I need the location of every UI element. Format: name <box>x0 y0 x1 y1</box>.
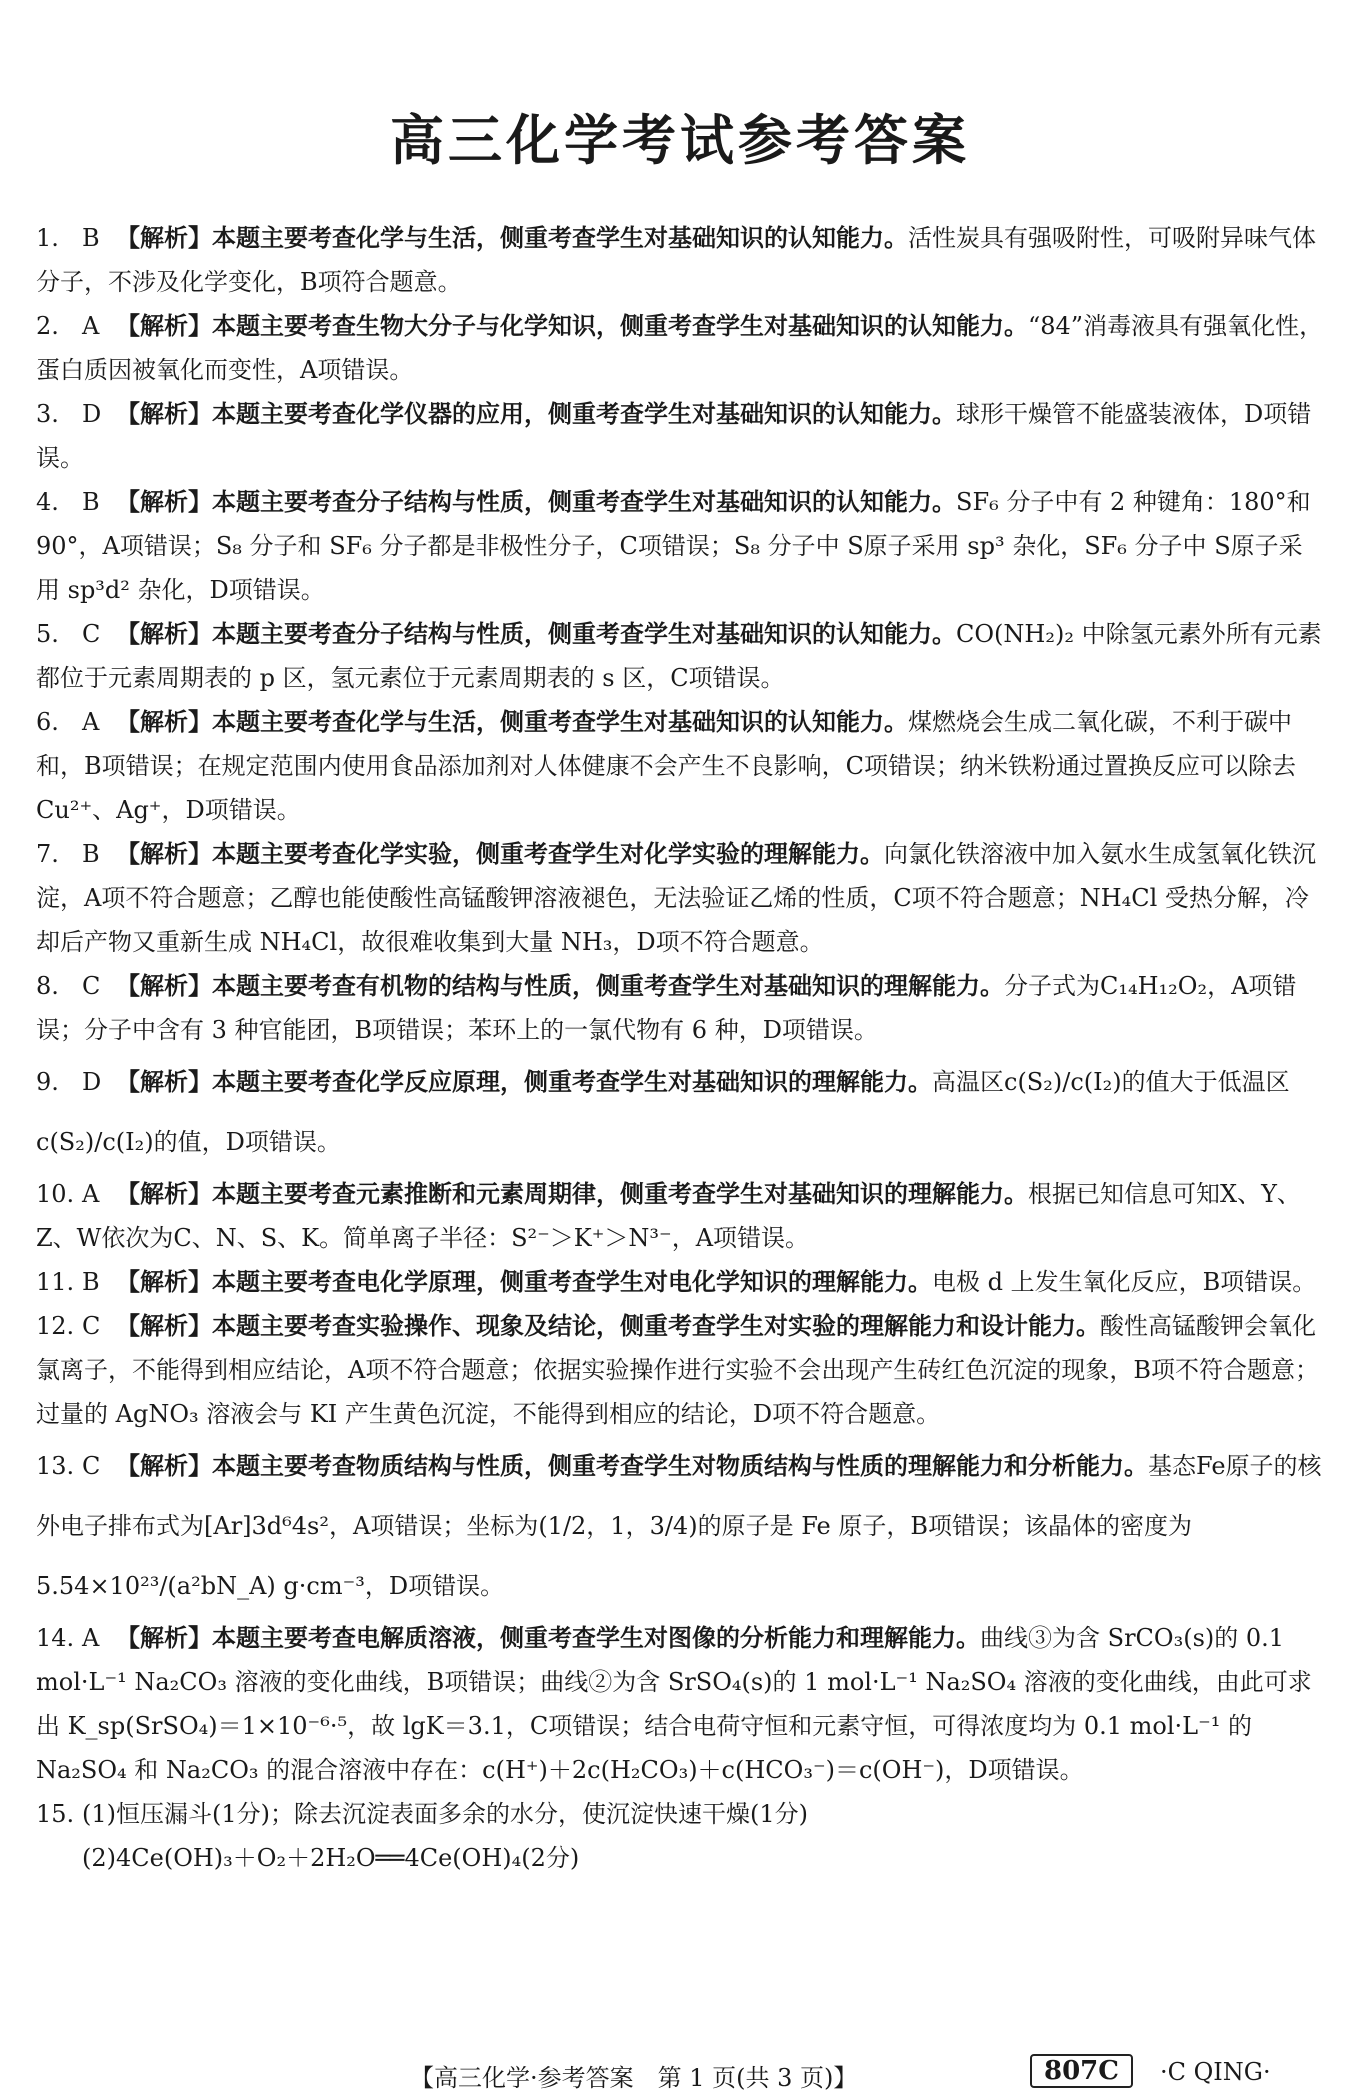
item-detail: SF₆ 分子中有 2 种键角：180°和 90°，A项错误；S₈ 分子和 SF₆ 分子都是非极性分子，C项错误；S₈ 分子中 S原子采用 sp³ 杂化，SF₆ 分子中 S原子采用 sp³d² 杂化，D项错误。 <box>36 488 1311 604</box>
item-answer: B <box>82 840 100 868</box>
item-answer: A <box>82 1180 100 1208</box>
item-number: 5. <box>36 620 59 648</box>
item-number: 9. <box>36 1068 59 1096</box>
item-number: 4. <box>36 488 59 516</box>
item-detail: 酸性高锰酸钾会氧化氯离子，不能得到相应结论，A项不符合题意；依据实验操作进行实验不会出现产生砖红色沉淀的现象，B项不符合题意；过量的 AgNO₃ 溶液会与 KI 产生黄色沉淀，不能得到相应的结论，D项不符合题意。 <box>36 1312 1319 1428</box>
item-answer: B <box>82 224 100 252</box>
item-number: 6. <box>36 708 59 736</box>
analysis-tag: 【解析】 <box>116 972 212 1000</box>
item-summary: 本题主要考查化学实验，侧重考查学生对化学实验的理解能力。 <box>212 840 884 868</box>
item-answer: A <box>82 312 100 340</box>
item-answer: B <box>82 1268 100 1296</box>
item-summary: 本题主要考查分子结构与性质，侧重考查学生对基础知识的认知能力。 <box>212 488 956 516</box>
item-number: 14. <box>36 1624 75 1652</box>
analysis-tag: 【解析】 <box>116 1624 212 1652</box>
footer-code-badge: 807C <box>1030 2054 1133 2088</box>
item-summary: 本题主要考查实验操作、现象及结论，侧重考查学生对实验的理解能力和设计能力。 <box>212 1312 1100 1340</box>
item-answer: D <box>82 400 102 428</box>
item-summary: 本题主要考查分子结构与性质，侧重考查学生对基础知识的认知能力。 <box>212 620 956 648</box>
analysis-tag: 【解析】 <box>116 708 212 736</box>
analysis-tag: 【解析】 <box>116 840 212 868</box>
item-number: 15. <box>36 1800 75 1828</box>
analysis-tag: 【解析】 <box>116 1180 212 1208</box>
answer-item-14 <box>36 1616 1326 1792</box>
item-detail: 曲线③为含 SrCO₃(s)的 0.1 mol·L⁻¹ Na₂CO₃ 溶液的变化曲线，B项错误；曲线②为含 SrSO₄(s)的 1 mol·L⁻¹ Na₂SO₄ 溶液的变化曲线，由此可求出 K_sp(SrSO₄)＝1×10⁻⁶·⁵，故 lgK＝3.1，C项错误；结合电荷守恒和元素守恒，可得浓度均为 0.1 mol·L⁻¹ 的 Na₂SO₄ 和 Na₂CO₃ 的混合溶液中存在：c(H⁺)＋2c(H₂CO₃)＋c(HCO₃⁻)＝c(OH⁻)，D项错误。 <box>36 1624 1312 1784</box>
item-detail: 根据已知信息可知X、Y、Z、W依次为C、N、S、K。简单离子半径：S²⁻＞K⁺＞N³⁻，A项错误。 <box>36 1180 1301 1252</box>
analysis-tag: 【解析】 <box>116 400 212 428</box>
item-15-part-1: (1)恒压漏斗(1分)；除去沉淀表面多余的水分，使沉淀快速干燥(1分) <box>82 1800 808 1828</box>
analysis-tag: 【解析】 <box>116 1268 212 1296</box>
answer-item-12 <box>36 1304 1326 1436</box>
item-summary: 本题主要考查有机物的结构与性质，侧重考查学生对基础知识的理解能力。 <box>212 972 1004 1000</box>
answer-item-15 <box>36 1792 1326 1880</box>
answer-list <box>36 216 1326 1880</box>
item-detail: 高温区c(S₂)/c(I₂)的值大于低温区c(S₂)/c(I₂)的值，D项错误。 <box>36 1068 1290 1156</box>
footer-brand: ·C QING· <box>1160 2058 1271 2086</box>
item-summary: 本题主要考查元素推断和元素周期律，侧重考查学生对基础知识的理解能力。 <box>212 1180 1028 1208</box>
item-answer: A <box>82 1624 100 1652</box>
item-answer: C <box>82 1452 101 1480</box>
item-number: 10. <box>36 1180 75 1208</box>
item-number: 12. <box>36 1312 75 1340</box>
answer-item-4 <box>36 480 1326 612</box>
answer-item-6 <box>36 700 1326 832</box>
item-summary: 本题主要考查电解质溶液，侧重考查学生对图像的分析能力和理解能力。 <box>212 1624 980 1652</box>
answer-item-2 <box>36 304 1326 392</box>
item-detail: 分子式为C₁₄H₁₂O₂，A项错误；分子中含有 3 种官能团，B项错误；苯环上的一氯代物有 6 种，D项错误。 <box>36 972 1297 1044</box>
answer-item-9 <box>36 1052 1326 1172</box>
item-detail: 煤燃烧会生成二氧化碳，不利于碳中和，B项错误；在规定范围内使用食品添加剂对人体健康不会产生不良影响，C项错误；纳米铁粉通过置换反应可以除去 Cu²⁺、Ag⁺，D项错误。 <box>36 708 1296 824</box>
page-title: 高三化学考试参考答案 <box>390 109 970 172</box>
answer-item-8 <box>36 964 1326 1052</box>
item-number: 11. <box>36 1268 75 1296</box>
item-summary: 本题主要考查化学与生活，侧重考查学生对基础知识的认知能力。 <box>212 708 908 736</box>
item-detail: 向氯化铁溶液中加入氨水生成氢氧化铁沉淀，A项不符合题意；乙醇也能使酸性高锰酸钾溶液褪色，无法验证乙烯的性质，C项不符合题意；NH₄Cl 受热分解，冷却后产物又重新生成 NH₄Cl，故很难收集到大量 NH₃，D项不符合题意。 <box>36 840 1316 956</box>
item-number: 3. <box>36 400 59 428</box>
answer-item-10 <box>36 1172 1326 1260</box>
item-number: 2. <box>36 312 59 340</box>
item-number: 8. <box>36 972 59 1000</box>
item-answer: C <box>82 972 101 1000</box>
analysis-tag: 【解析】 <box>116 1068 212 1096</box>
analysis-tag: 【解析】 <box>116 312 212 340</box>
item-summary: 本题主要考查化学与生活，侧重考查学生对基础知识的认知能力。 <box>212 224 908 252</box>
answer-item-7 <box>36 832 1326 964</box>
item-detail: “84”消毒液具有强氧化性，蛋白质因被氧化而变性，A项错误。 <box>36 312 1324 384</box>
answer-item-13 <box>36 1436 1326 1616</box>
item-number: 13. <box>36 1452 75 1480</box>
item-answer: C <box>82 1312 101 1340</box>
item-detail: 电极 d 上发生氧化反应，B项错误。 <box>932 1268 1317 1296</box>
item-number: 1. <box>36 224 59 252</box>
item-answer: C <box>82 620 101 648</box>
analysis-tag: 【解析】 <box>116 488 212 516</box>
item-summary: 本题主要考查物质结构与性质，侧重考查学生对物质结构与性质的理解能力和分析能力。 <box>212 1452 1148 1480</box>
analysis-tag: 【解析】 <box>116 620 212 648</box>
answer-item-5 <box>36 612 1326 700</box>
item-summary: 本题主要考查电化学原理，侧重考查学生对电化学知识的理解能力。 <box>212 1268 932 1296</box>
item-number: 7. <box>36 840 59 868</box>
answer-item-11 <box>36 1260 1326 1304</box>
item-summary: 本题主要考查化学仪器的应用，侧重考查学生对基础知识的认知能力。 <box>212 400 956 428</box>
item-answer: A <box>82 708 100 736</box>
item-detail: 球形干燥管不能盛装液体，D项错误。 <box>36 400 1312 472</box>
analysis-tag: 【解析】 <box>116 1312 212 1340</box>
item-summary: 本题主要考查生物大分子与化学知识，侧重考查学生对基础知识的认知能力。 <box>212 312 1028 340</box>
item-answer: D <box>82 1068 102 1096</box>
item-summary: 本题主要考查化学反应原理，侧重考查学生对基础知识的理解能力。 <box>212 1068 932 1096</box>
item-answer: B <box>82 488 100 516</box>
item-detail: 基态Fe原子的核外电子排布式为[Ar]3d⁶4s²，A项错误；坐标为(1/2，1，3/4)的原子是 Fe 原子，B项错误；该晶体的密度为5.54×10²³/(a²bN_A) g·cm⁻³，D项错误。 <box>36 1452 1322 1600</box>
item-detail: 活性炭具有强吸附性，可吸附异味气体分子，不涉及化学变化，B项符合题意。 <box>36 224 1316 296</box>
item-detail: CO(NH₂)₂ 中除氢元素外所有元素都位于元素周期表的 p 区，氢元素位于元素周期表的 s 区，C项错误。 <box>36 620 1322 692</box>
page-footer <box>0 2058 1360 2098</box>
answer-item-3 <box>36 392 1326 480</box>
footer-page-info: 【高三化学·参考答案 第 1 页(共 3 页)】 <box>410 2064 858 2092</box>
analysis-tag: 【解析】 <box>116 224 212 252</box>
answer-item-1 <box>36 216 1326 304</box>
item-15-part-2: (2)4Ce(OH)₃＋O₂＋2H₂O══4Ce(OH)₄(2分) <box>82 1844 580 1872</box>
analysis-tag: 【解析】 <box>116 1452 212 1480</box>
